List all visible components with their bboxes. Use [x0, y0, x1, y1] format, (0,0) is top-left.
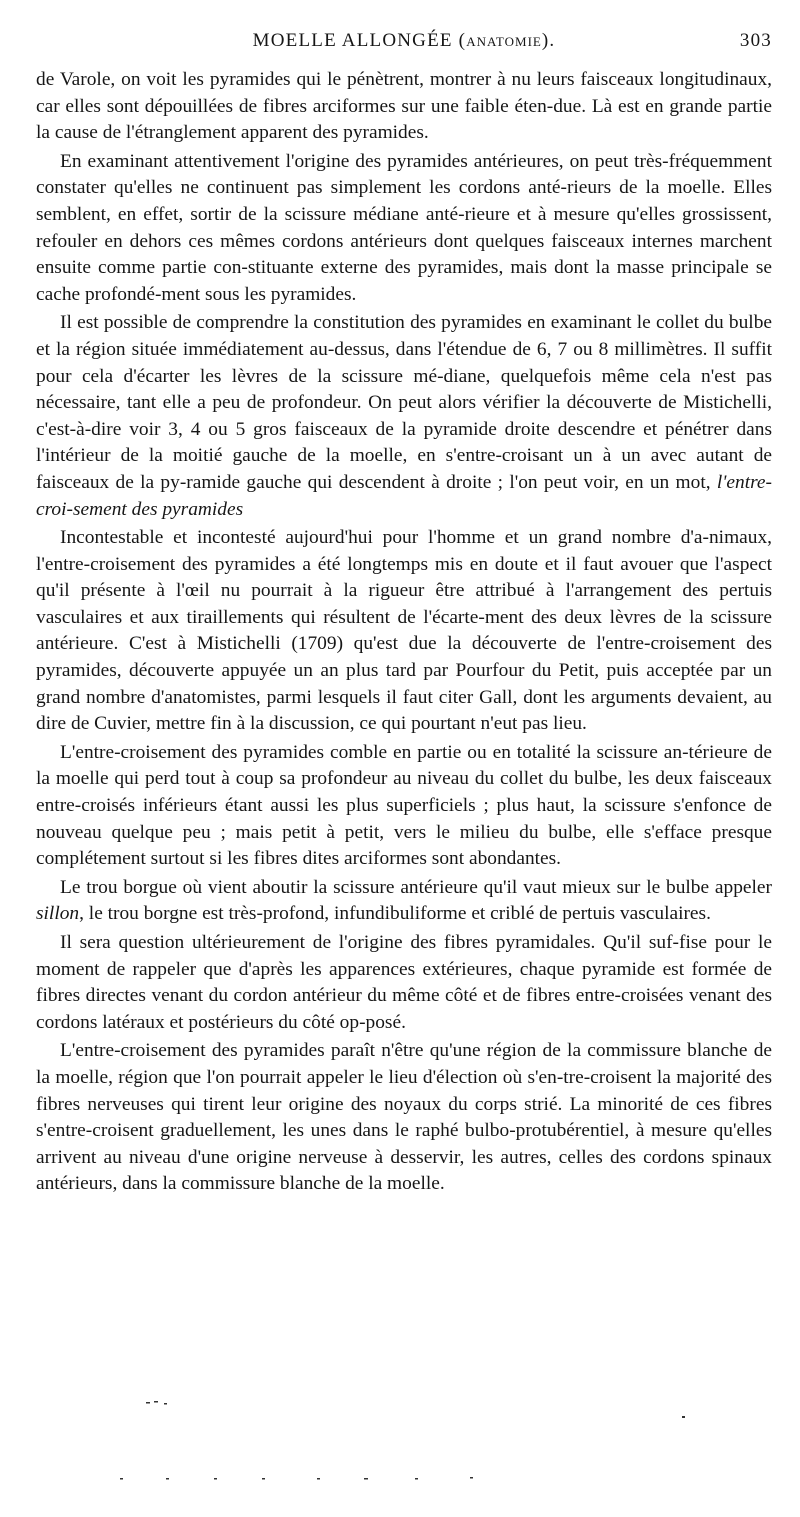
paragraph-4: Incontestable et incontesté aujourd'hui pour l'homme et un grand nombre d'a-nimaux, l'entre-croisement des pyramides a été longtemps mis en doute et il faut avouer que l'aspect qu'il présente à l'œil nu pourrait à la rigueur être attribué à l'arrangement des pertuis vasculaires et aux tiraillements qui résultent de l'écarte-ment des deux lèvres de la scissure antérieure. C'est à Mistichelli (1709) qu'est due la découverte de l'entre-croisement des pyramides, découverte appuyée un an plus tard par Pourfour du Petit, puis acceptée par un grand nombre d'anatomistes, parmi lesquels il faut citer Gall, dont les arguments devaient, au dire de Cuvier, mettre fin à la discussion, ce qui pourtant n'eut pas lieu. — [36, 527, 772, 735]
page-number: 303 — [739, 30, 772, 51]
paragraph-3 — [36, 310, 772, 523]
paragraph-6-text-before: Le trou borgue où vient aboutir la scissure antérieure qu'il vaut mieux sur le bulbe appeler — [60, 876, 772, 898]
running-title-suffix: ). — [541, 30, 556, 51]
speck — [364, 1478, 368, 1480]
paragraph-6 — [36, 875, 772, 928]
paragraph-1: de Varole, on voit les pyramides qui le pénètrent, montrer à nu leurs faisceaux longitudinaux, car elles sont dépouillées de fibres arciformes sur une faible éten-due. Là est en grande partie la cause de l'étranglement apparent des pyramides. — [36, 69, 772, 144]
speck — [415, 1478, 418, 1480]
running-title — [36, 30, 772, 52]
speck — [262, 1478, 265, 1480]
running-title-smallcaps: ANATOMIE — [466, 34, 542, 49]
paragraph-2: En examinant attentivement l'origine des pyramides antérieures, on peut très-fréquemment constater qu'elles ne continuent pas simplement les cordons anté-rieurs de la moelle. Elles semblent, en effet, sortir de la scissure médiane anté-rieure et à mesure qu'elles grossissent, refouler en dehors ces mêmes cordons antérieurs dont quelques faisceaux internes marchent ensuite comme partie con-stituante externe des pyramides, mais dont la masse principale se cache profondé-ment sous les pyramides. — [36, 150, 772, 305]
speck — [154, 1401, 158, 1403]
paragraph-3-italic: l'entre-croi-sement des pyramides — [36, 471, 772, 520]
paragraph-6-text-after: , le trou borgne est très-profond, infundibuliforme et criblé de pertuis vasculaires. — [79, 903, 711, 925]
paragraph-3-text: Il est possible de comprendre la constitution des pyramides en examinant le collet du bulbe et la région située immédiatement au-dessus, dans l'étendue de 6, 7 ou 8 millimètres. Il suffit pour cela d'écarter les lèvres de la scissure mé-diane, quelquefois même cela n'est pas nécessaire, tant elle a peu de profondeur. On peut alors vérifier la découverte de Mistichelli, c'est-à-dire voir 3, 4 ou 5 gros faisceaux de la pyramide droite descendre et pénétrer dans l'intérieur de la moitié gauche de la moelle, en s'entre-croisant un à un avec autant de faisceaux de la py-ramide gauche qui descendent à droite ; l'on peut voir, en un mot, — [36, 312, 772, 493]
speck — [317, 1478, 320, 1480]
speck — [164, 1403, 167, 1405]
speck — [214, 1478, 217, 1480]
speck — [120, 1478, 123, 1480]
paragraph-5: L'entre-croisement des pyramides comble en partie ou en totalité la scissure an-térieure de la moelle qui perd tout à coup sa profondeur au niveau du collet du bulbe, les deux faisceaux entre-croisés inférieurs étant aussi les plus superficiels ; plus haut, la scissure s'enfonce de nouveau quelque peu ; mais petit à petit, vers le milieu du bulbe, elle s'efface presque complétement surtout si les fibres dites arciformes sont abondantes. — [36, 741, 772, 870]
speck — [146, 1402, 150, 1404]
speck — [470, 1477, 473, 1479]
speck — [682, 1416, 685, 1418]
paragraph-6-italic: sillon — [36, 903, 80, 925]
running-title-prefix: MOELLE ALLONGÉE ( — [252, 30, 467, 51]
running-head — [36, 30, 772, 60]
paragraph-7: Il sera question ultérieurement de l'origine des fibres pyramidales. Qu'il suf-fise pour le moment de rappeler que d'après les apparences extérieures, chaque pyramide est formée de fibres directes venant du cordon antérieur du même côté et de fibres entre-croisées venant des cordons latéraux et postérieurs du côté op-posé. — [36, 932, 772, 1033]
paragraph-8: L'entre-croisement des pyramides paraît n'être qu'une région de la commissure blanche de la moelle, région que l'on pourrait appeler le lieu d'élection où s'en-tre-croisent la majorité des fibres nerveuses qui tirent leur origine des noyaux du corps strié. La minorité de ces fibres s'entre-croisent graduellement, les unes dans le raphé bulbo-protubérentiel, à mesure qu'elles arrivent au niveau d'une origine nerveuse à desservir, les autres, celles des cordons spinaux antérieurs, dans la commissure blanche de la moelle. — [36, 1040, 772, 1195]
speck — [166, 1478, 169, 1480]
body-text — [36, 67, 772, 1200]
